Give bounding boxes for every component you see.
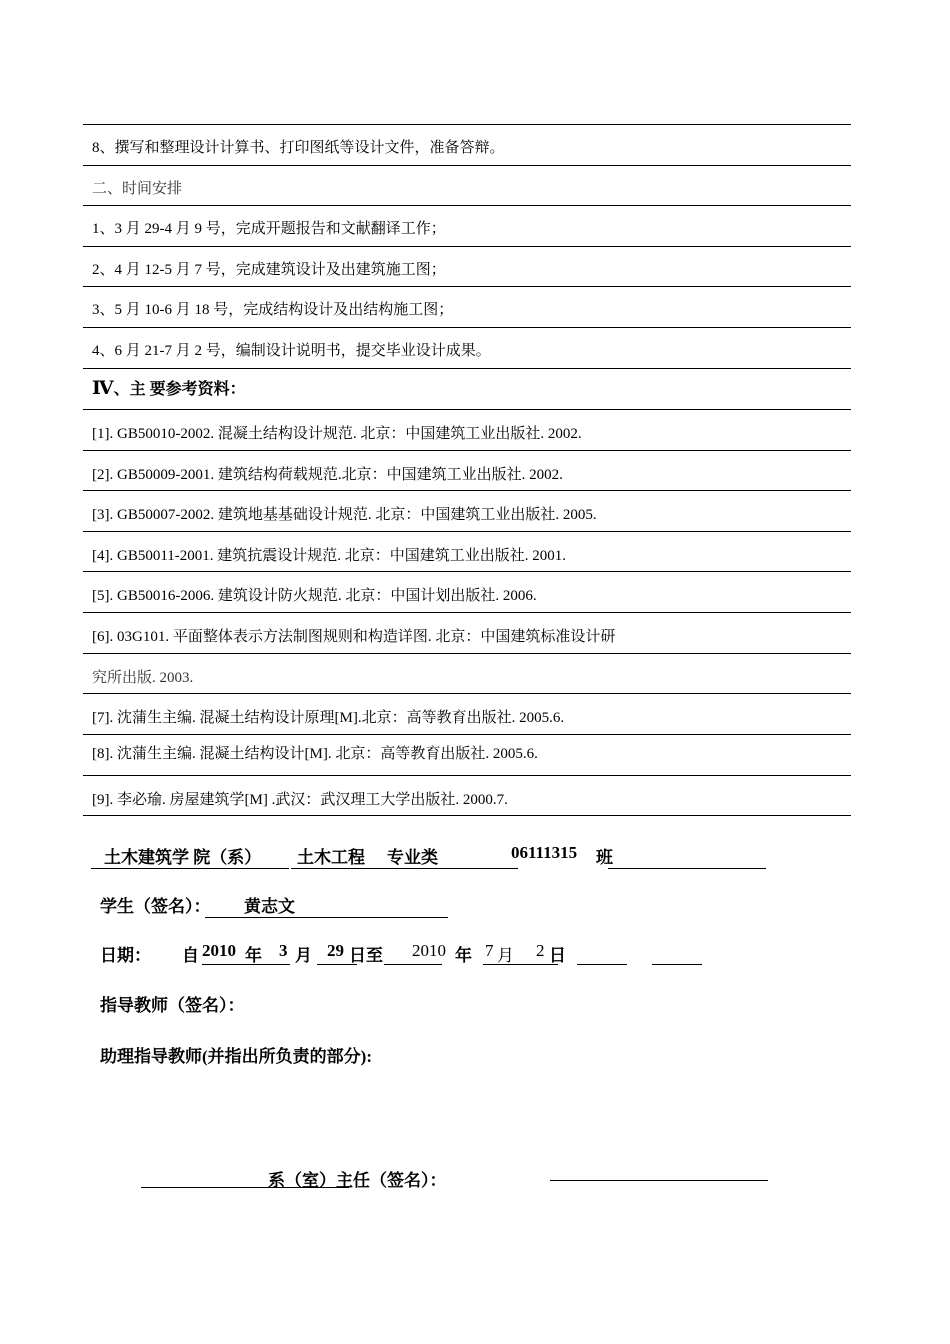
blank-underline [577, 964, 627, 965]
reference-item-continued: 究所出版. 2003. [83, 653, 851, 694]
date-from: 自 [182, 946, 199, 965]
reference-item: [7]. 沈蒲生主编. 混凝土结构设计原理[M].北京：高等教育出版社. 2005.6. [83, 693, 851, 734]
assistant-advisor-label: 助理指导教师(并指出所负责的部分): [100, 1047, 372, 1066]
advisor-signature-label: 指导教师（签名）： [100, 996, 245, 1015]
start-day: 29 [327, 941, 344, 960]
end-month: 7 [485, 941, 494, 960]
schedule-item-2: 2、4 月 12-5 月 7 号，完成建筑设计及出建筑施工图； [83, 246, 851, 287]
end-month-underline [483, 964, 558, 965]
director-signature-label: 系（室）主任（签名）： [268, 1171, 447, 1190]
reference-item: [3]. GB50007-2002. 建筑地基基础设计规范. 北京：中国建筑工业出版社. 2005. [83, 490, 851, 531]
reference-item: [1]. GB50010-2002. 混凝土结构设计规范. 北京：中国建筑工业出版社. 2002. [83, 409, 851, 450]
roman-numeral: Ⅳ [92, 378, 114, 399]
end-day: 2 [536, 941, 545, 960]
date-label: 日期： [100, 946, 151, 965]
director-signature-underline [550, 1180, 768, 1181]
references-heading-text: 、主 要参考资料： [113, 381, 246, 398]
reference-item: [2]. GB50009-2001. 建筑结构荷载规范.北京：中国建筑工业出版社. 2002. [83, 450, 851, 491]
month-char-1: 月 [295, 946, 312, 965]
schedule-item-1: 1、3 月 29-4 月 9 号，完成开题报告和文献翻译工作； [83, 205, 851, 246]
major-suffix: 专业类 [387, 848, 438, 867]
student-signature-label: 学生（签名）： [100, 897, 211, 916]
college-underline [91, 868, 289, 869]
start-year: 2010 [202, 941, 236, 960]
start-month: 3 [279, 941, 288, 960]
class-suffix: 班 [596, 848, 613, 867]
schedule-item-4: 4、6 月 21-7 月 2 号，编制设计说明书，提交毕业设计成果。 [83, 327, 851, 368]
end-year-underline [384, 964, 442, 965]
student-underline [205, 917, 448, 918]
class-number: 06111315 [511, 843, 578, 862]
major-value: 土木工程 [297, 848, 365, 867]
class-underline [608, 868, 766, 869]
reference-item: [9]. 李必瑜. 房屋建筑学[M] .武汉：武汉理工大学出版社. 2000.7. [83, 775, 851, 816]
schedule-item-3: 3、5 月 10-6 月 18 号，完成结构设计及出结构施工图； [83, 286, 851, 327]
day-char: 日 [549, 946, 566, 965]
blank-underline [652, 964, 702, 965]
college-label: 土木建筑学 院（系） [104, 848, 262, 867]
start-year-underline [202, 964, 290, 965]
major-underline [291, 868, 518, 869]
student-name: 黄志文 [244, 897, 295, 916]
section-time-schedule: 二、时间安排 [83, 165, 851, 206]
month-char-2: 月 [497, 946, 514, 965]
references-heading [83, 368, 851, 409]
date-to: 日至 [349, 946, 383, 965]
year-char-1: 年 [245, 946, 262, 965]
end-year: 2010 [412, 941, 446, 960]
table-bottom-rule [83, 815, 851, 816]
year-char-2: 年 [455, 946, 472, 965]
reference-item: [6]. 03G101. 平面整体表示方法制图规则和构造详图. 北京：中国建筑标准设计研 [83, 612, 851, 653]
task-row-8: 8、撰写和整理设计计算书、打印图纸等设计文件，准备答辩。 [83, 124, 851, 165]
reference-item: [8]. 沈蒲生主编. 混凝土结构设计[M]. 北京：高等教育出版社. 2005.6. [83, 734, 851, 775]
reference-item: [5]. GB50016-2006. 建筑设计防火规范. 北京：中国计划出版社. 2006. [83, 571, 851, 612]
reference-item: [4]. GB50011-2001. 建筑抗震设计规范. 北京：中国建筑工业出版社. 2001. [83, 531, 851, 572]
